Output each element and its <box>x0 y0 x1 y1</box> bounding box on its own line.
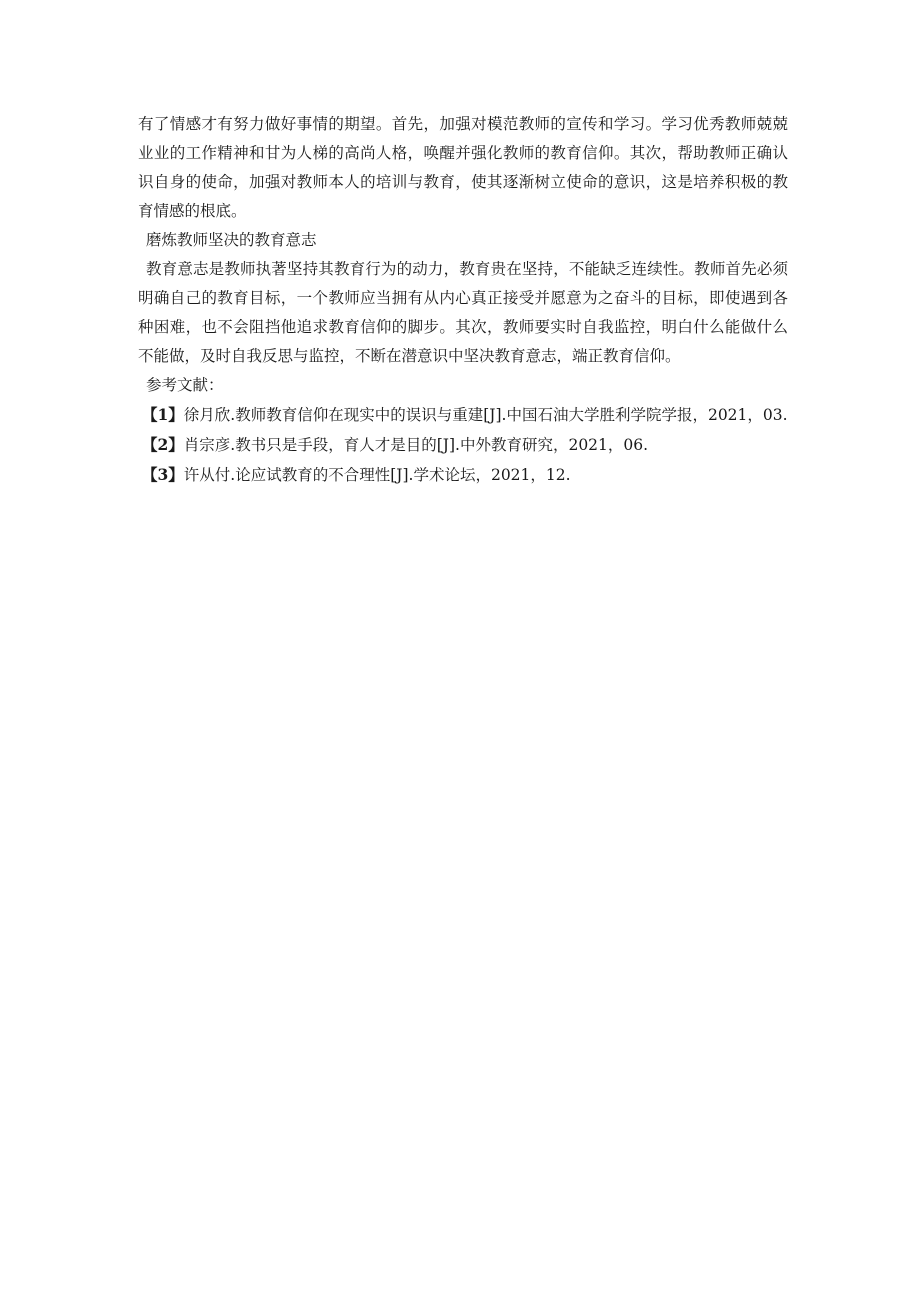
references-title: 参考文献： <box>146 376 224 394</box>
body-paragraph-2: 教育意志是教师执著坚持其教育行为的动力，教育贵在坚持，不能缺乏连续性。教师首先必须明确自己的教育目标，一个教师应当拥有从内心真正接受并愿意为之奋斗的目标，即使遇到各种困难，也不会阻挡他追求教育信仰的脚步。其次，教师要实时自我监控，明白什么能做什么不能做，及时自我反思与监控，不断在潜意识中坚决教育意志，端正教育信仰。 <box>138 260 788 365</box>
section-heading: 磨炼教师坚决的教育意志 <box>146 231 317 249</box>
reference-item-1 <box>138 400 788 430</box>
reference-text: 徐月欣.教师教育信仰在现实中的误识与重建[J].中国石油大学胜利学院学报，2021，03. <box>183 406 788 424</box>
reference-number: 【1】 <box>142 405 184 424</box>
reference-item-2 <box>138 430 788 460</box>
reference-item-3 <box>138 460 788 490</box>
reference-number: 【2】 <box>142 435 184 454</box>
body-paragraph-1: 有了情感才有努力做好事情的期望。首先，加强对模范教师的宣传和学习。学习优秀教师兢兢业业的工作精神和甘为人梯的高尚人格，唤醒并强化教师的教育信仰。其次，帮助教师正确认识自身的使命，加强对教师本人的培训与教育，使其逐渐树立使命的意识，这是培养积极的教育情感的根底。 <box>138 115 788 220</box>
reference-text: 许从付.论应试教育的不合理性[J].学术论坛，2021，12. <box>183 466 571 484</box>
document-page <box>138 110 788 490</box>
reference-number: 【3】 <box>142 465 184 484</box>
reference-text: 肖宗彦.教书只是手段，育人才是目的[J].中外教育研究，2021，06. <box>183 436 649 454</box>
